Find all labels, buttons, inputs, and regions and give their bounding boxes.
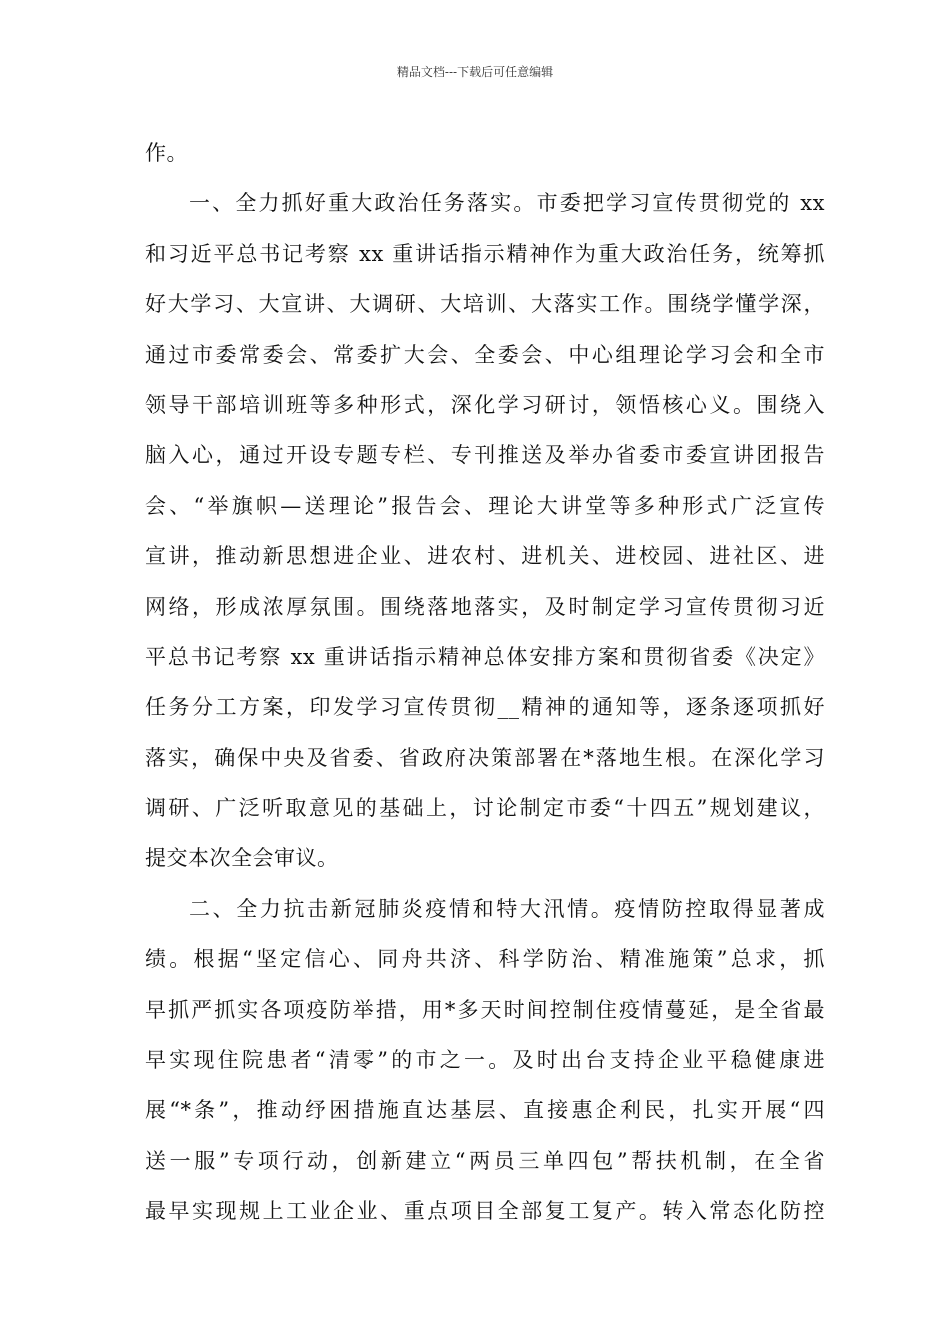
- paragraph: [145, 178, 825, 883]
- text-line: 作。: [145, 141, 188, 165]
- text-line: 任务分工方案，印发学习宣传贯彻__精神的通知等，逐条逐项抓好: [145, 695, 825, 720]
- text-line: 和习近平总书记考察 xx 重讲话指示精神作为重大政治任务，统筹抓: [145, 241, 825, 266]
- document-body: [145, 128, 825, 1237]
- text-line: 好大学习、大宣讲、大调研、大培训、大落实工作。围绕学懂学深，: [145, 292, 825, 317]
- text-line: 一、全力抓好重大政治任务落实。市委把学习宣传贯彻党的 xx: [189, 191, 825, 216]
- paragraph: [145, 884, 825, 1237]
- text-line: 宣讲，推动新思想进企业、进农村、进机关、进校园、进社区、进: [145, 544, 825, 569]
- text-line: 最早实现规上工业企业、重点项目全部复工复产。转入常态化防控: [145, 1199, 825, 1224]
- text-line: 送一服”专项行动，创新建立“两员三单四包”帮扶机制，在全省: [145, 1148, 825, 1173]
- text-line: 领导干部培训班等多种形式，深化学习研讨，领悟核心义。围绕入: [145, 392, 825, 417]
- text-line: 落实，确保中央及省委、省政府决策部署在*落地生根。在深化学习: [145, 745, 825, 770]
- text-line: 提交本次全会审议。: [145, 846, 339, 871]
- text-line: 调研、广泛听取意见的基础上，讨论制定市委“十四五”规划建议，: [145, 796, 825, 821]
- text-line: 平总书记考察 xx 重讲话指示精神总体安排方案和贯彻省委《决定》: [145, 644, 825, 669]
- text-line: 二、全力抗击新冠肺炎疫情和特大汛情。疫情防控取得显著成: [189, 896, 825, 921]
- paragraph: [145, 128, 825, 178]
- text-line: 通过市委常委会、常委扩大会、全委会、中心组理论学习会和全市: [145, 342, 825, 367]
- text-line: 会、“举旗帜—送理论”报告会、理论大讲堂等多种形式广泛宣传: [145, 493, 825, 518]
- text-line: 脑入心，通过开设专题专栏、专刊推送及举办省委市委宣讲团报告: [145, 443, 825, 468]
- page-header: 精品文档---下载后可任意编辑: [396, 65, 554, 79]
- text-line: 早实现住院患者“清零”的市之一。及时出台支持企业平稳健康进: [145, 1048, 825, 1073]
- text-line: 早抓严抓实各项疫防举措，用*多天时间控制住疫情蔓延，是全省最: [145, 997, 825, 1022]
- text-line: 展“*条”，推动纾困措施直达基层、直接惠企利民，扎实开展“四: [145, 1098, 825, 1123]
- text-line: 网络，形成浓厚氛围。围绕落地落实，及时制定学习宣传贯彻习近: [145, 594, 825, 619]
- text-line: 绩。根据“坚定信心、同舟共济、科学防治、精准施策”总求，抓: [145, 947, 825, 972]
